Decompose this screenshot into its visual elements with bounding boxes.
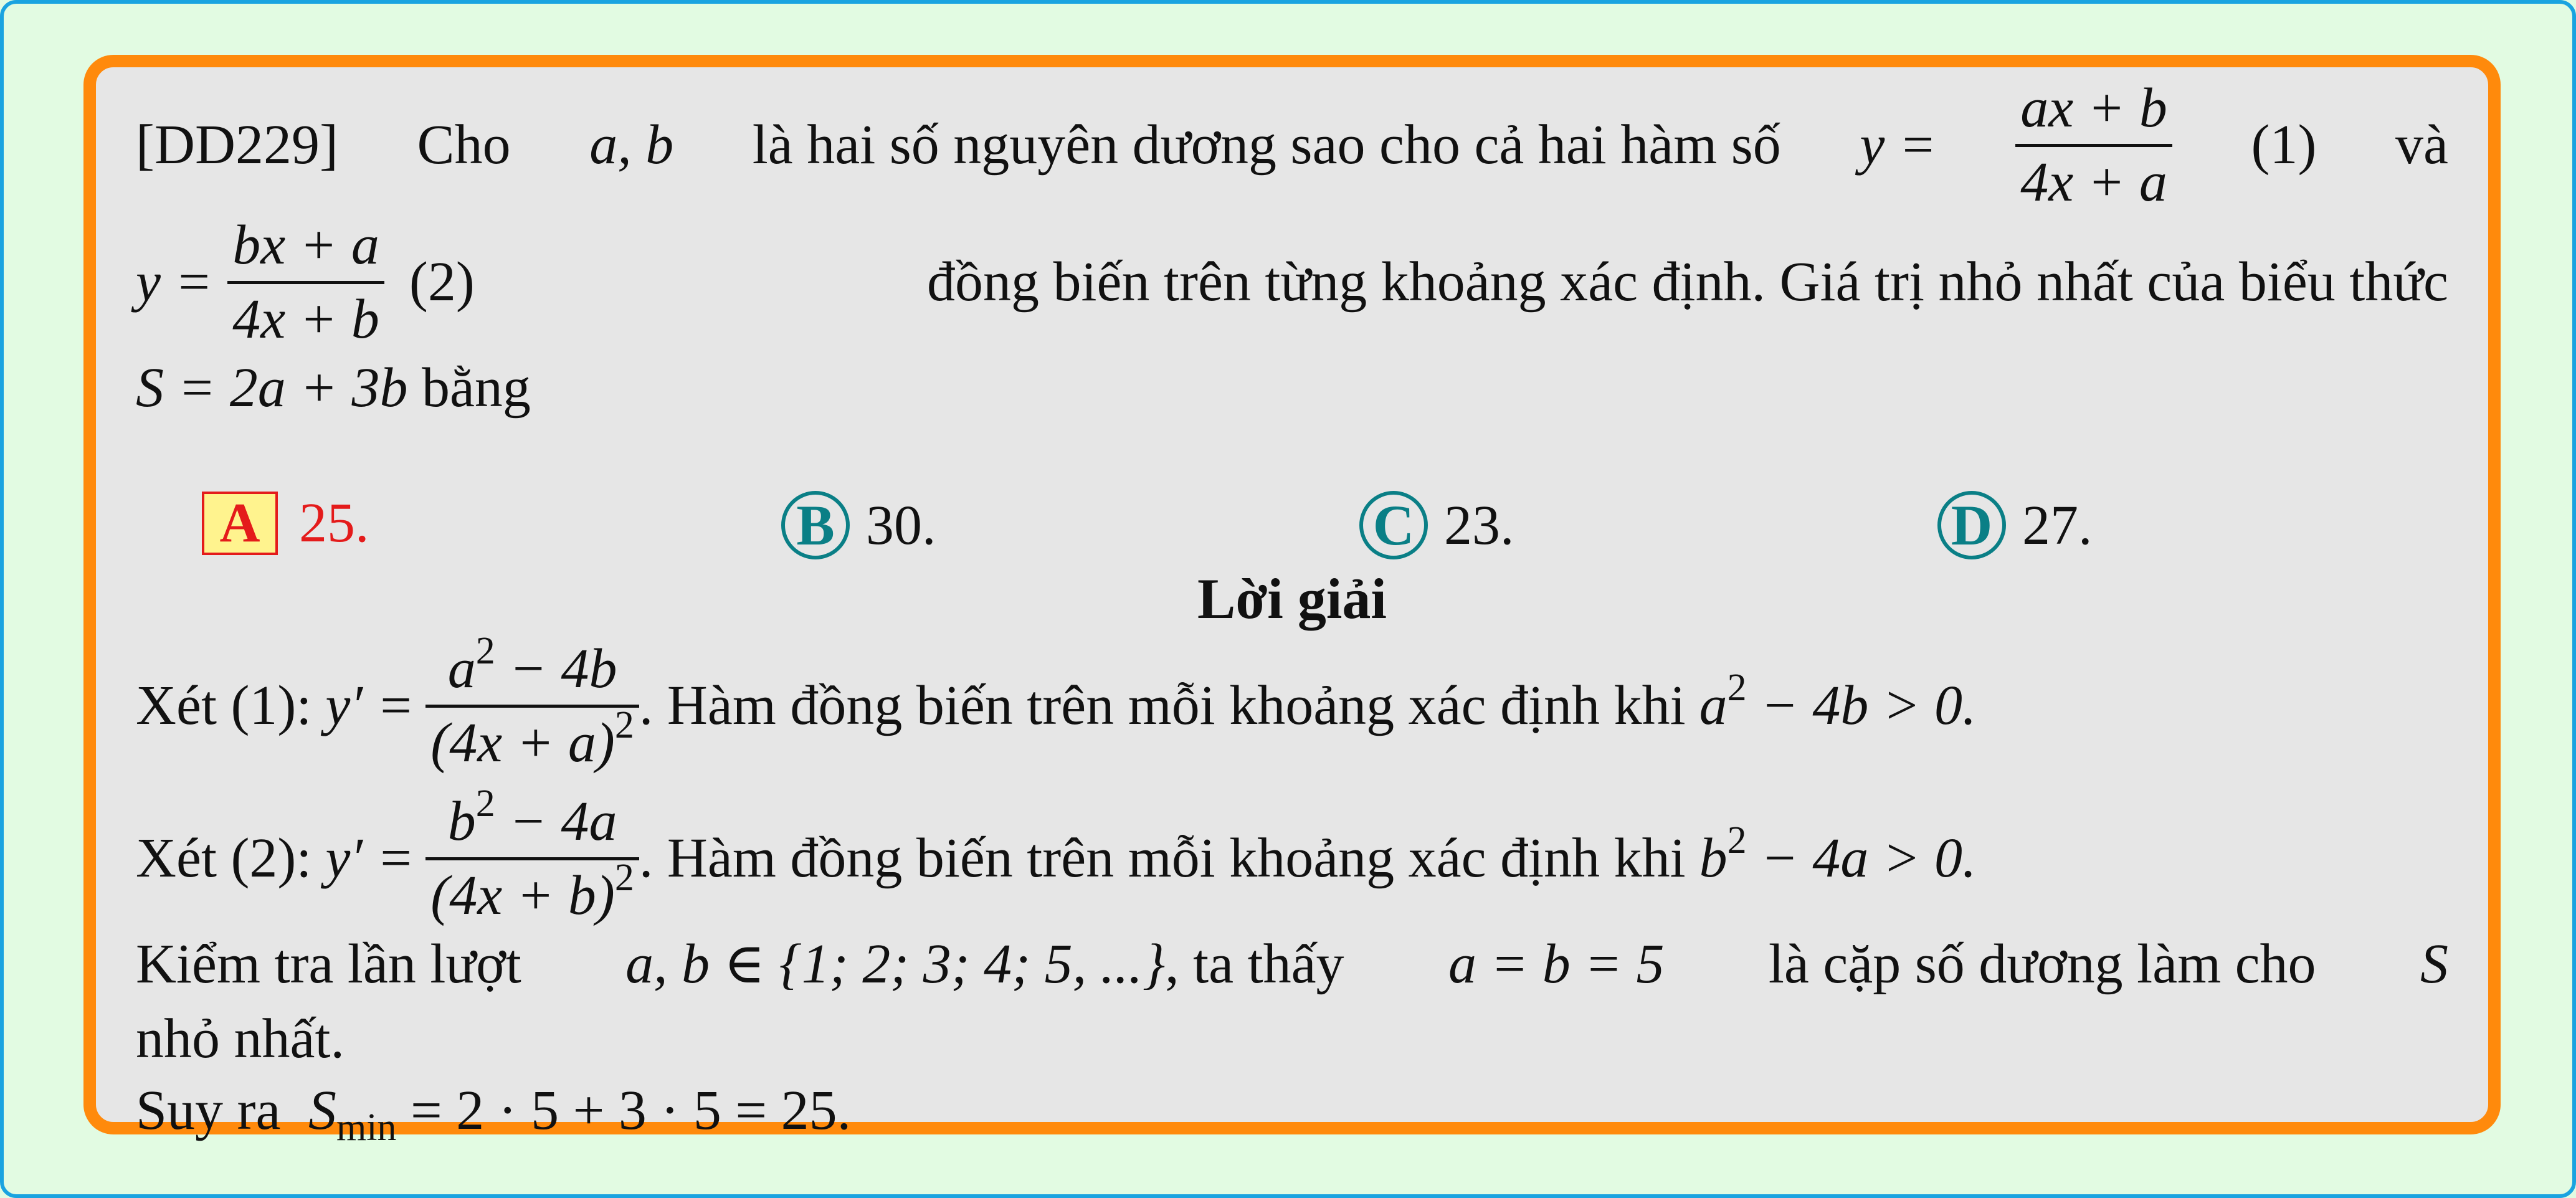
y-prime-1: y′ = <box>325 675 415 736</box>
check-line <box>136 933 2448 995</box>
check-line-2: nhỏ nhất. <box>136 1008 345 1070</box>
step-1-condition <box>1699 667 1977 736</box>
cond-1-base: a <box>1699 675 1728 736</box>
s-tail: bằng <box>421 357 531 419</box>
fraction-bar <box>227 281 384 284</box>
check-set-wrap <box>625 933 1344 995</box>
label-2: (2) <box>409 251 475 313</box>
d1-denominator <box>425 703 639 774</box>
f2-denominator: 4x + b <box>232 288 379 350</box>
option-c-value: 23. <box>1444 494 1514 556</box>
fraction-bar <box>2015 144 2172 147</box>
s-expression: S = 2a + 3b <box>136 357 408 419</box>
check-mid: , ta thấy <box>1165 933 1344 995</box>
line-2-text: đồng biến trên từng khoảng xác định. Giá trị nhỏ nhất của biểu thức <box>927 251 2448 313</box>
option-a[interactable] <box>202 491 369 555</box>
question-tag: [DD229] <box>136 114 338 176</box>
function-2-fraction <box>227 215 384 349</box>
question-line-1 <box>136 77 2448 213</box>
step-1-text: . Hàm đồng biến trên mỗi khoảng xác định khi <box>639 675 1686 736</box>
option-d[interactable] <box>1937 491 2093 559</box>
cond-1-rest: − 4b > 0. <box>1746 675 1977 736</box>
check-pre: Kiểm tra lần lượt <box>136 933 521 995</box>
d1-num-base: a <box>447 638 476 700</box>
cond-2-rest: − 4a > 0. <box>1746 827 1977 889</box>
d2-num-rest: − 4a <box>495 791 617 853</box>
solution-step-1 <box>136 630 2448 774</box>
check-set: a, b ∈ {1; 2; 3; 4; 5, ...} <box>625 933 1166 995</box>
y-prime-2: y′ = <box>325 827 415 889</box>
final-sub: min <box>336 1106 397 1149</box>
fraction-bar <box>425 705 639 708</box>
option-a-value: 25. <box>299 492 369 554</box>
d1-num-rest: − 4b <box>495 638 617 700</box>
derivative-1-fraction <box>425 630 639 774</box>
option-b-value: 30. <box>866 494 936 556</box>
d1-num-exp: 2 <box>475 630 495 673</box>
answer-options <box>96 491 2488 566</box>
final-expr: = 2 · 5 + 3 · 5 = 25. <box>396 1080 852 1141</box>
question-line-2 <box>136 214 2448 350</box>
option-b[interactable] <box>781 491 936 559</box>
check-eq: a = b = 5 <box>1448 933 1665 995</box>
function-1-fraction <box>2015 78 2172 212</box>
d2-den-exp: 2 <box>614 856 634 899</box>
final-s: S <box>308 1080 336 1141</box>
step-2-label: Xét (2): <box>136 827 312 889</box>
question-card <box>83 55 2501 1149</box>
final-pre: Suy ra <box>136 1080 281 1141</box>
y-equals-2: y = <box>136 251 213 313</box>
step-2-condition <box>1699 819 1977 889</box>
label-1: (1) <box>2251 114 2317 176</box>
cond-2-base: b <box>1699 827 1728 889</box>
solution-step-2 <box>136 782 2448 926</box>
step-1-label: Xét (1): <box>136 675 312 736</box>
vars-ab: a, b <box>589 114 674 176</box>
d2-denominator <box>425 856 639 926</box>
question-line-3 <box>136 357 2448 419</box>
f2-numerator: bx + a <box>232 214 379 277</box>
d1-den-exp: 2 <box>614 703 634 746</box>
step-2-text: . Hàm đồng biến trên mỗi khoảng xác định khi <box>639 827 1686 889</box>
intro-word: Cho <box>417 114 511 176</box>
option-d-value: 27. <box>2022 494 2093 556</box>
d1-den-base: (4x + a) <box>430 711 615 774</box>
option-a-letter: A <box>202 492 278 555</box>
d1-numerator <box>443 630 622 700</box>
line-2-text-wrap <box>409 251 2448 313</box>
cond-1-exp: 2 <box>1727 667 1747 709</box>
d2-numerator <box>443 782 622 853</box>
option-d-letter: D <box>1937 491 2006 559</box>
cond-2-exp: 2 <box>1727 819 1747 862</box>
intro-text: là hai số nguyên dương sao cho cả hai hàm số <box>752 114 1781 176</box>
final-line <box>136 1080 2448 1149</box>
derivative-2-fraction <box>425 782 639 926</box>
check-post: là cặp số dương làm cho <box>1768 933 2316 995</box>
d2-den-base: (4x + b) <box>430 864 615 926</box>
d2-num-base: b <box>447 791 476 853</box>
check-s: S <box>2420 933 2448 995</box>
option-c-letter: C <box>1359 491 1428 559</box>
f1-denominator: 4x + a <box>2020 151 2167 213</box>
option-b-letter: B <box>781 491 850 559</box>
f1-numerator: ax + b <box>2020 77 2167 140</box>
solution-title: Lời giải <box>1197 567 1387 630</box>
option-c[interactable] <box>1359 491 1514 559</box>
and-word: và <box>2395 114 2448 176</box>
fraction-bar <box>425 857 639 860</box>
d2-num-exp: 2 <box>475 782 495 825</box>
y-equals-1: y = <box>1860 114 1937 176</box>
